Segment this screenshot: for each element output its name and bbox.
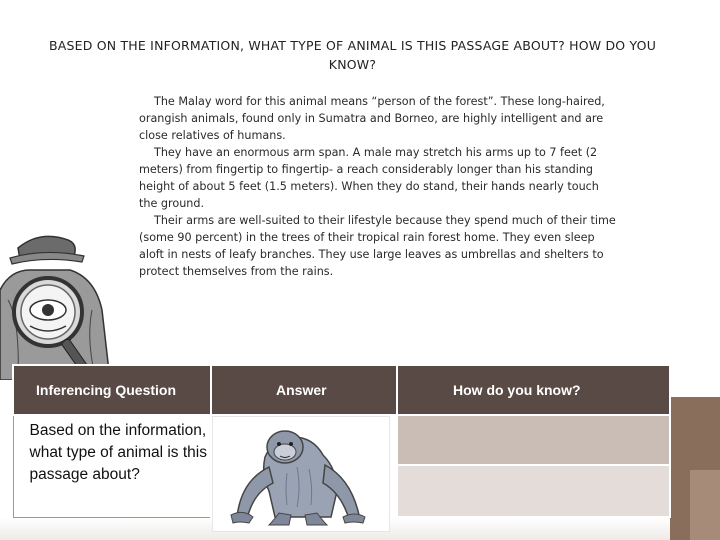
orangutan-illustration: [212, 416, 390, 532]
inferencing-table: [12, 364, 671, 518]
passage-paragraph-2: They have an enormous arm span. A male may stretch his arms up to 7 feet (2 meters) from fingertip to fingertip- a reach considerably longer than his standing height of about 5 feet (1.5 meters). When they do stand, their hands nearly touch the ground.: [139, 146, 599, 210]
passage-paragraph-1: The Malay word for this animal means “person of the forest”. These long-haired, orangish animals, found only in Sumatra and Borneo, are highly intelligent and are close relatives of humans.: [139, 95, 605, 142]
how-do-you-know-cell-1[interactable]: [397, 415, 670, 465]
table-row: [13, 415, 670, 465]
slide-title: BASED ON THE INFORMATION, WHAT TYPE OF ANIMAL IS THIS PASSAGE ABOUT? HOW DO YOU KNOW?: [48, 38, 657, 72]
header-how-do-you-know: How do you know?: [397, 365, 670, 415]
question-cell: Based on the information, what type of animal is this passage about?: [13, 415, 211, 517]
table-header-row: [13, 365, 670, 415]
header-answer: Answer: [211, 365, 397, 415]
how-do-you-know-cell-2[interactable]: [397, 465, 670, 517]
reading-passage: [139, 93, 619, 280]
decorative-bar-light: [690, 470, 720, 540]
passage-paragraph-3: Their arms are well-suited to their lifestyle because they spend much of their time (some 90 percent) in the trees of their tropical rain forest home. They even sleep aloft in nests of leafy branches. They use large leaves as umbrellas and shelters to protect themselves from the rains.: [139, 214, 616, 278]
header-inferencing-question: Inferencing Question: [13, 365, 211, 415]
answer-cell[interactable]: [211, 415, 397, 517]
detective-magnifier-illustration: [0, 230, 115, 380]
